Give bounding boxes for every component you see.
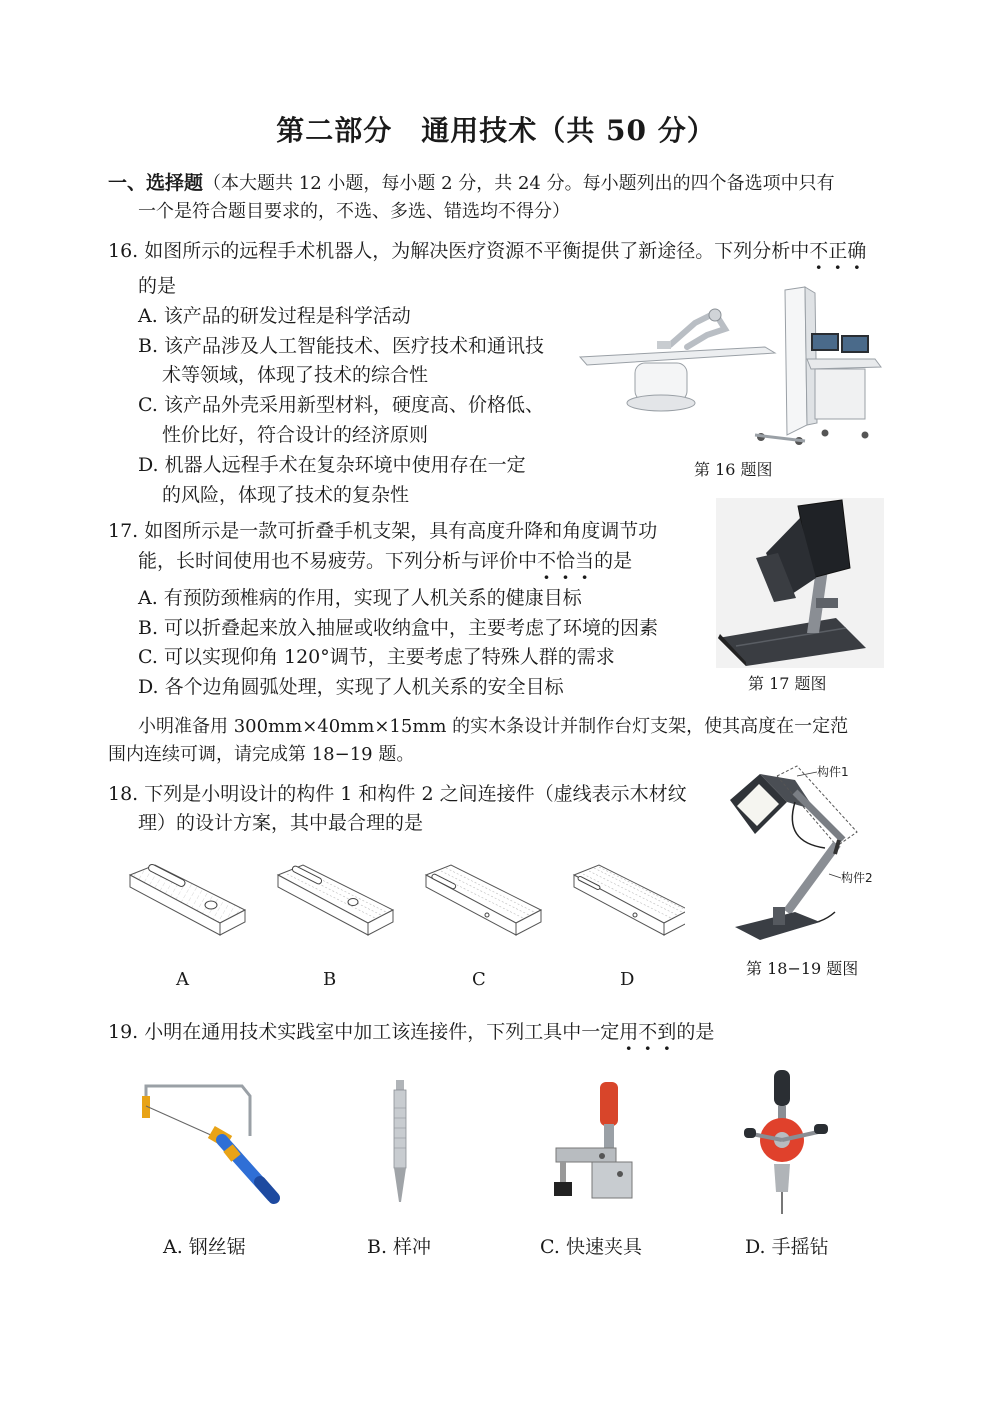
option-a-block <box>130 863 245 935</box>
section-desc-line2: 一个是符合题目要求的，不选、多选、错选均不得分） <box>138 201 570 222</box>
q18-option-label-c: C <box>472 969 486 990</box>
emphasis-char: 正 <box>828 240 848 262</box>
part1-label: 构件1 <box>817 765 849 779</box>
intro-line2: 围内连续可调，请完成第 18−19 题。 <box>108 744 415 765</box>
q16-figure-caption: 第 16 题图 <box>694 460 773 479</box>
q19-stem-text: 19. 小明在通用技术实践室中加工该连接件，下列工具中一定 <box>108 1021 620 1043</box>
emphasis-char: 恰 <box>556 550 576 572</box>
q19-option-b: B. 样冲 <box>367 1236 432 1258</box>
fret-saw-figure <box>132 1078 282 1208</box>
page-title: 第二部分 通用技术（共 50 分） <box>276 114 716 147</box>
q19-stem <box>108 1019 714 1045</box>
emphasis-char: 到 <box>657 1021 677 1043</box>
q17-option-b: B. 可以折叠起来放入抽屉或收纳盒中，主要考虑了环境的因素 <box>138 617 659 639</box>
intro-line1: 小明准备用 300mm×40mm×15mm 的实木条设计并制作台灯支架，使其高度在一定范 <box>138 716 849 737</box>
section-head-label: 一、选择题 <box>108 172 204 194</box>
hand-drill-figure <box>742 1068 832 1216</box>
q16-option-b-line2: 术等领域，体现了技术的综合性 <box>162 364 429 386</box>
section-header <box>108 170 835 197</box>
q17-option-a: A. 有预防颈椎病的作用，实现了人机关系的健康目标 <box>138 587 582 609</box>
q18-19-figure-caption: 第 18−19 题图 <box>746 959 859 978</box>
q16-option-c-line1: C. 该产品外壳采用新型材料，硬度高、价格低、 <box>138 394 544 416</box>
q19-option-a: A. 钢丝锯 <box>163 1236 246 1258</box>
option-c-block <box>426 865 541 935</box>
q16-option-d-line2: 的风险，体现了技术的复杂性 <box>162 484 410 506</box>
emphasis-char: 确 <box>847 240 867 262</box>
part2-label: 构件2 <box>841 871 873 885</box>
emphasis-char: 不 <box>809 240 829 262</box>
emphasis-char: 当 <box>575 550 595 572</box>
q16-stem-line2: 的是 <box>138 275 177 297</box>
q19-stem-tail: 的是 <box>676 1021 715 1043</box>
q18-option-label-a: A <box>176 969 189 990</box>
emphasis-char: 不 <box>537 550 557 572</box>
q17-option-c: C. 可以实现仰角 120°调节，主要考虑了特殊人群的需求 <box>138 646 615 668</box>
toggle-clamp-figure <box>548 1078 648 1208</box>
emphasis-char: 不 <box>638 1021 658 1043</box>
option-b-block <box>278 865 393 935</box>
q17-stem-tail: 的是 <box>594 550 633 572</box>
q16-option-b-line1: B. 该产品涉及人工智能技术、医疗技术和通讯技 <box>138 335 545 357</box>
section-desc-line1: （本大题共 12 小题，每小题 2 分，共 24 分。每小题列出的四个备选项中只有 <box>203 173 835 194</box>
q17-figure-caption: 第 17 题图 <box>748 674 827 693</box>
q18-options-figure <box>125 855 685 955</box>
q18-stem-line2: 理）的设计方案，其中最合理的是 <box>138 812 424 834</box>
q18-stem-line1: 18. 下列是小明设计的构件 1 和构件 2 之间连接件（虚线表示木材纹 <box>108 783 687 805</box>
q17-option-d: D. 各个边角圆弧处理，实现了人机关系的安全目标 <box>138 676 564 698</box>
phone-stand-figure <box>716 498 884 668</box>
q19-option-c: C. 快速夹具 <box>540 1236 642 1258</box>
q16-option-a: A. 该产品的研发过程是科学活动 <box>138 305 411 327</box>
center-punch-figure <box>385 1078 415 1208</box>
q18-option-label-d: D <box>620 969 635 990</box>
q17-stem-text: 能，长时间使用也不易疲劳。下列分析与评价中 <box>138 550 538 572</box>
q16-stem-line1 <box>108 238 866 264</box>
q16-option-c-line2: 性价比好，符合设计的经济原则 <box>162 424 429 446</box>
q16-option-d-line1: D. 机器人远程手术在复杂环境中使用存在一定 <box>138 454 526 476</box>
q17-stem-line1: 17. 如图所示是一款可折叠手机支架，具有高度升降和角度调节功 <box>108 520 658 542</box>
desk-lamp-figure <box>725 762 885 947</box>
q19-option-d: D. 手摇钻 <box>745 1236 829 1258</box>
surgical-robot-figure <box>575 285 885 450</box>
q16-stem-text: 16. 如图所示的远程手术机器人，为解决医疗资源不平衡提供了新途径。下列分析中 <box>108 240 810 262</box>
option-d-block <box>574 865 685 935</box>
q17-stem-line2 <box>138 548 632 574</box>
emphasis-char: 用 <box>619 1021 639 1043</box>
q18-option-label-b: B <box>323 969 337 990</box>
